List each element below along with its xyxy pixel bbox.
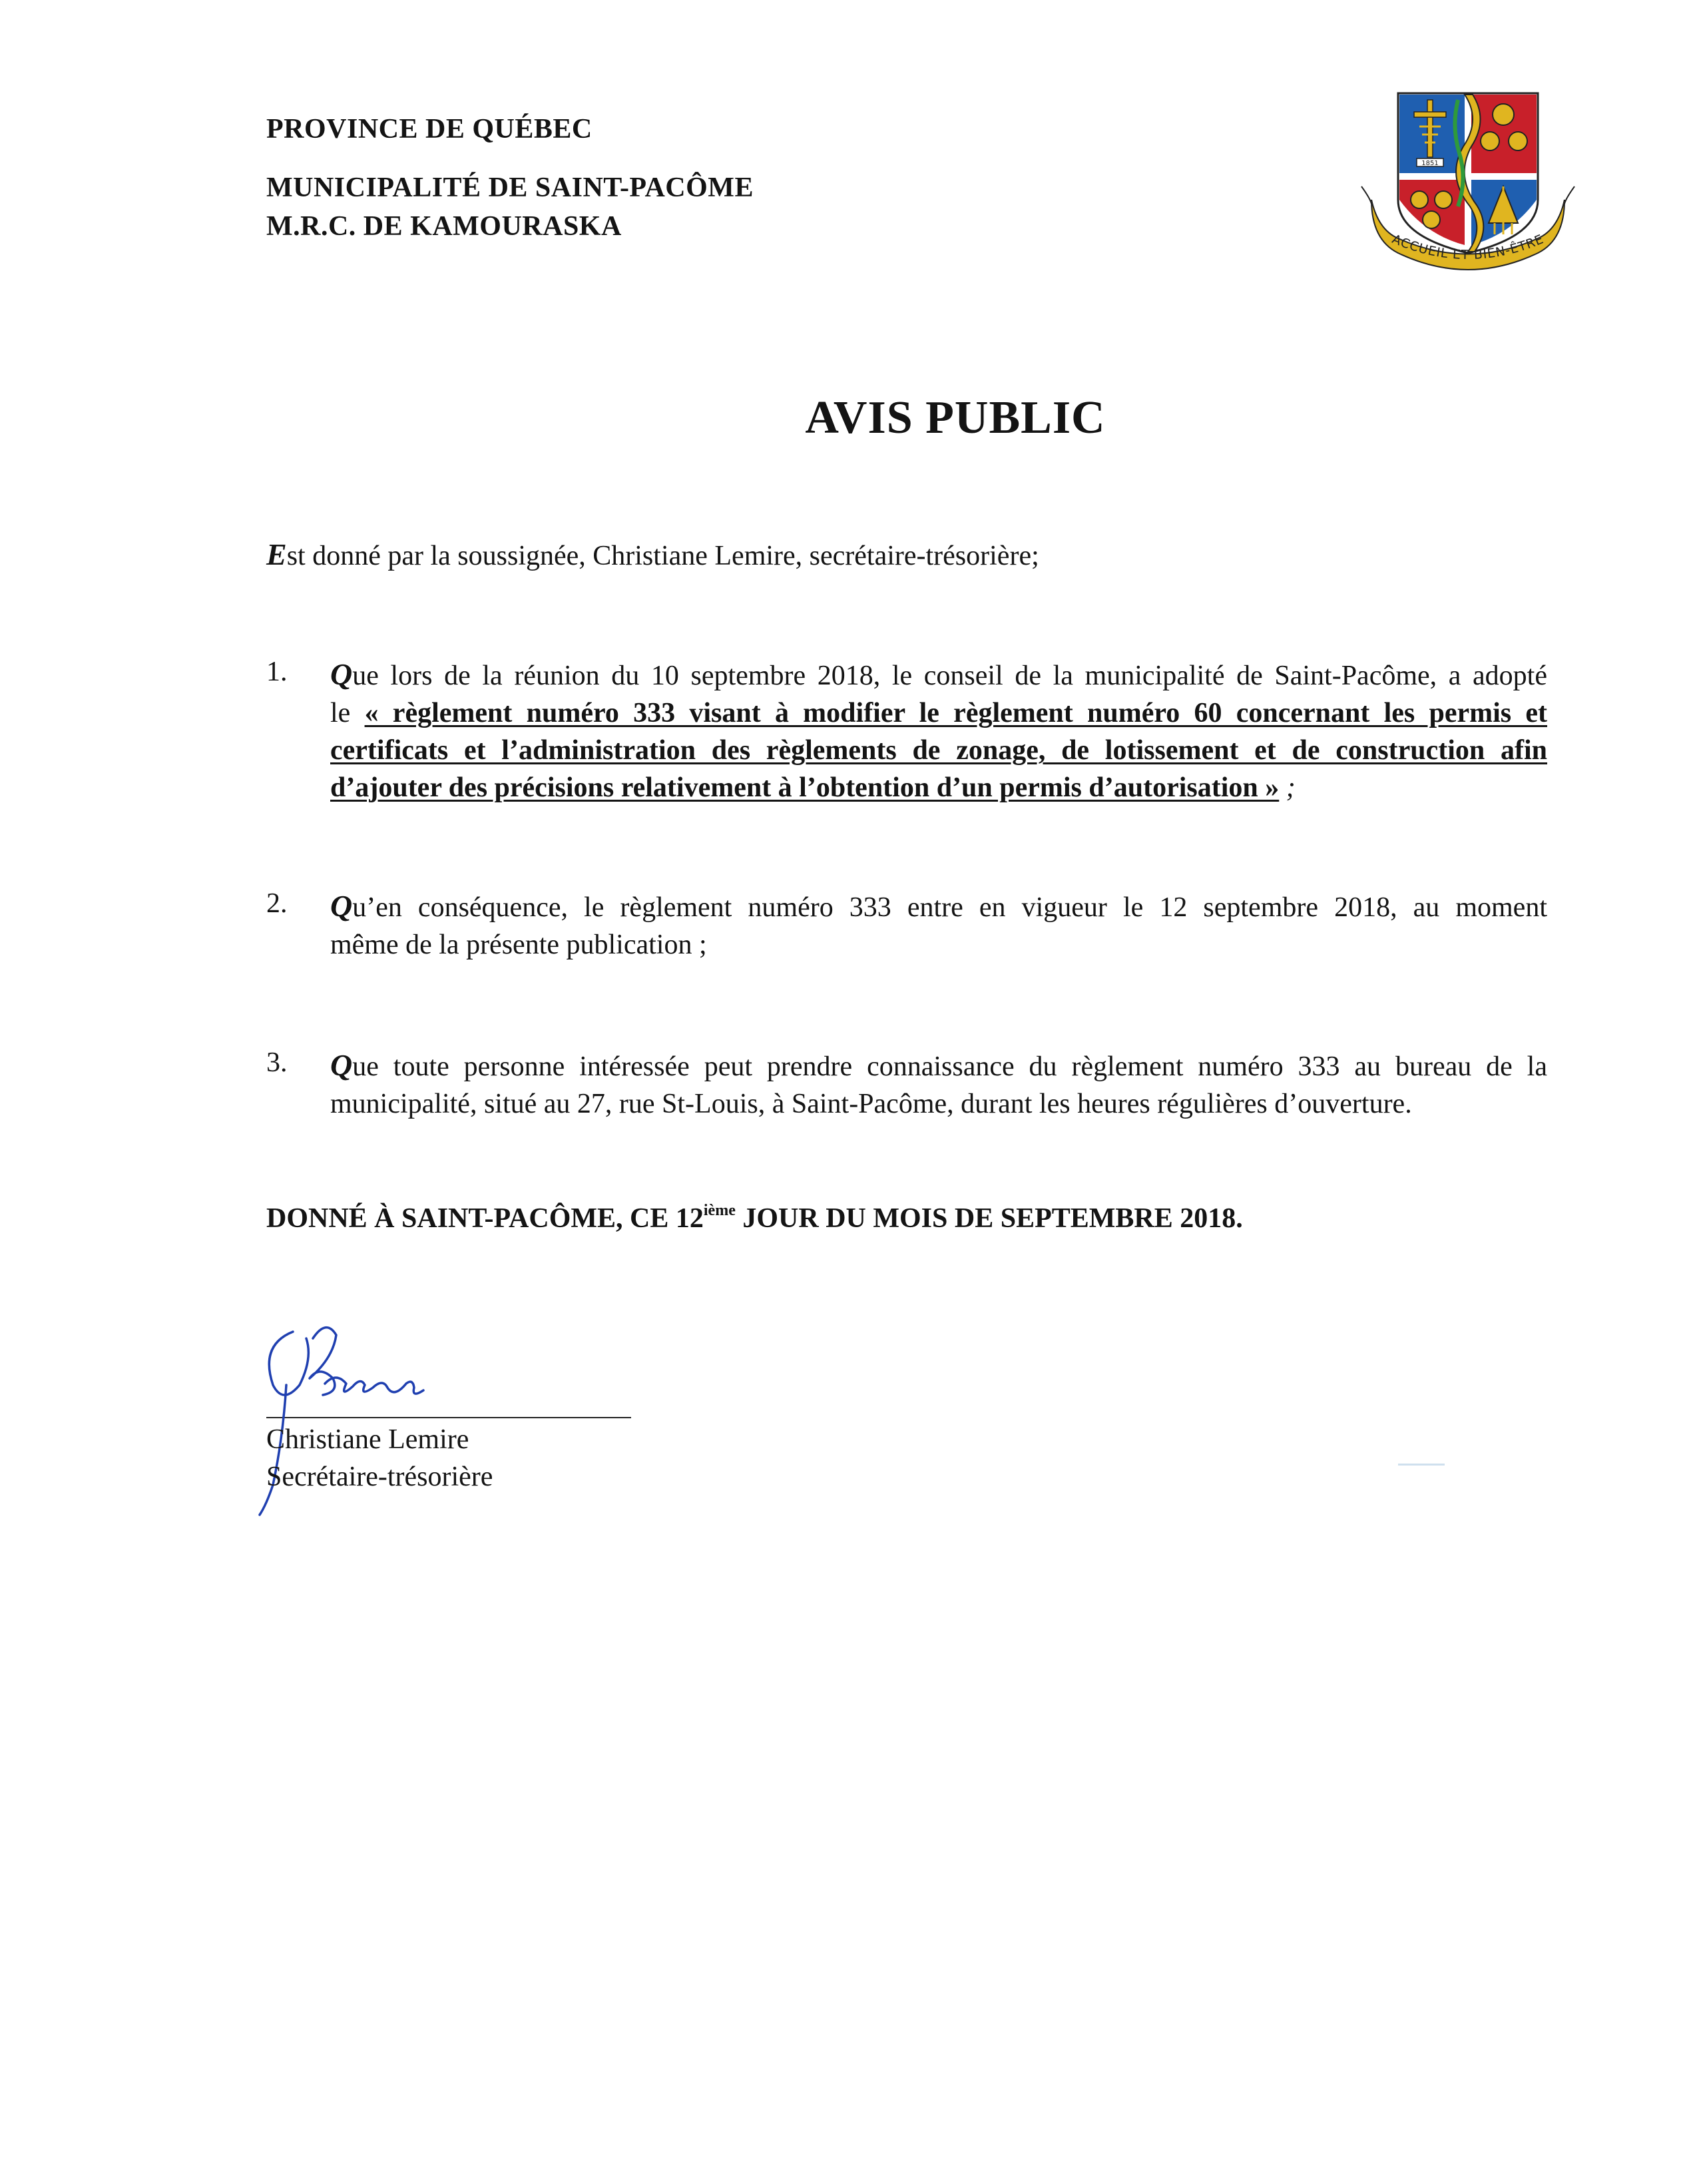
header-province: PROVINCE DE QUÉBEC — [266, 114, 593, 144]
municipal-crest — [1358, 87, 1578, 280]
page-title: AVIS PUBLIC — [805, 392, 1106, 443]
intro-text: st donné par la soussignée, Christiane Lemire, secrétaire-trésorière; — [286, 541, 1039, 571]
item-number-3: 3. — [266, 1047, 288, 1078]
intro-initial: E — [266, 537, 287, 571]
signatory-title: Secrétaire-trésorière — [266, 1462, 493, 1492]
given-pre: DONNÉ À SAINT-PACÔME, CE 12 — [266, 1203, 704, 1234]
item-1-bylaw-title-2: certificats et l’administration des règlements de zonage, de lotissement et de construction afin — [330, 735, 1547, 766]
item-1-lead: le — [330, 698, 365, 728]
item-3-line-2: municipalité, situé au 27, rue St-Louis, à Saint-Pacôme, durant les heures régulières d’ouverture. — [330, 1089, 1412, 1119]
list-item-3 — [330, 1047, 1547, 1123]
item-3-initial: Q — [330, 1048, 353, 1082]
item-2-line-1: u’en conséquence, le règlement numéro 333 entre en vigueur le 12 septembre 2018, au moment — [352, 892, 1547, 923]
item-1-initial: Q — [330, 657, 353, 691]
item-number-2: 2. — [266, 888, 288, 919]
intro-paragraph — [266, 536, 1039, 575]
given-statement — [266, 1202, 1243, 1234]
header-municipality: MUNICIPALITÉ DE SAINT-PACÔME — [266, 172, 754, 203]
item-1-tail: ; — [1279, 772, 1296, 803]
item-2-initial: Q — [330, 889, 353, 923]
item-2-line-2: même de la présente publication ; — [330, 930, 707, 960]
given-post: JOUR DU MOIS DE SEPTEMBRE 2018. — [735, 1203, 1243, 1234]
header-mrc: M.R.C. DE KAMOURASKA — [266, 211, 622, 242]
signatory-name: Christiane Lemire — [266, 1424, 469, 1455]
item-1-bylaw-title-3: d’ajouter des précisions relativement à l’obtention d’un permis d’autorisation » — [330, 772, 1280, 803]
item-3-line-1: ue toute personne intéressée peut prendre connaissance du règlement numéro 333 au bureau de la — [352, 1051, 1547, 1082]
item-1-line-1: ue lors de la réunion du 10 septembre 2018, le conseil de la municipalité de Saint-Pacôme, a adopté — [352, 661, 1547, 691]
scan-mark — [1398, 1464, 1445, 1466]
crest-shield — [1398, 93, 1538, 253]
item-1-bylaw-title-1: « règlement numéro 333 visant à modifier le règlement numéro 60 concernant les permis et — [364, 698, 1547, 728]
list-item-2 — [330, 888, 1547, 963]
list-item-1 — [330, 656, 1547, 806]
item-number-1: 1. — [266, 657, 288, 687]
given-ordinal: ième — [703, 1202, 736, 1219]
crest-year: 1851 — [1421, 160, 1439, 167]
crest-motto: ACCUEIL ET BIEN-ÊTRE — [1389, 232, 1547, 263]
